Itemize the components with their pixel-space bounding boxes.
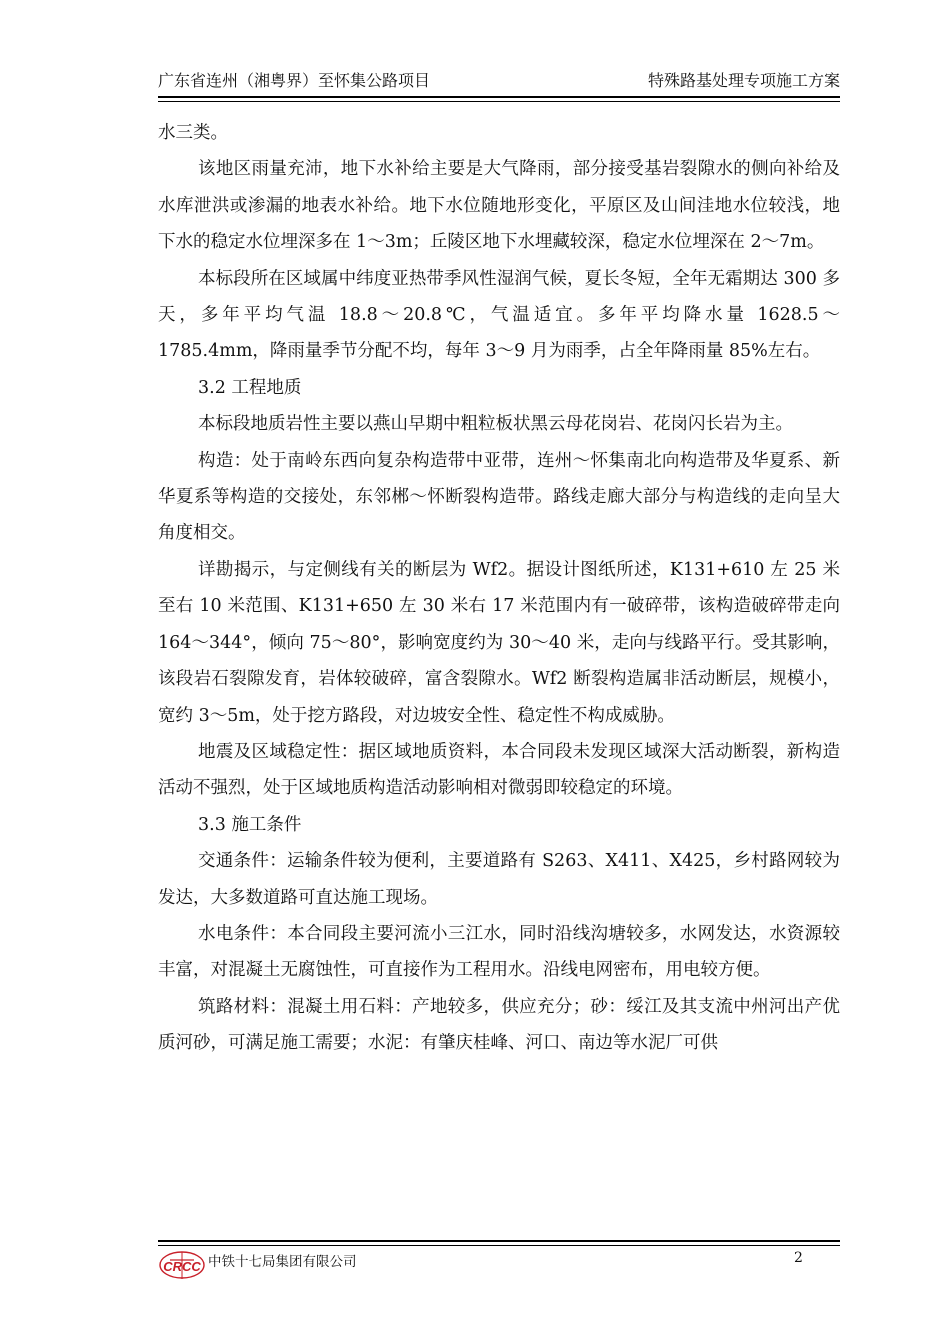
paragraph: 地震及区域稳定性：据区域地质资料，本合同段未发现区域深大活动断裂，新构造活动不强烈，处于区域地质构造活动影响相对微弱即较稳定的环境。: [158, 741, 840, 799]
logo-lettering: CRCC: [163, 1259, 201, 1274]
paragraph: 详勘揭示，与定侧线有关的断层为 Wf2。据设计图纸所述，K131+610 左 25 米至右 10 米范围、K131+650 左 30 米右 17 米范围内有一破碎带，该构造破碎带走向 164～344°，倾向 75～80°，影响宽度约为 30～40 米，走向与线路平行。受其影响，该段岩石裂隙发育，岩体较破碎，富含裂隙水。Wf2 断裂构造属非活动断层，规模小，宽约 3～5m，处于挖方路段，对边坡安全性、稳定性不构成威胁。: [158, 559, 840, 726]
paragraph: 水三类。: [158, 123, 228, 143]
paragraph: 构造：处于南岭东西向复杂构造带中亚带，连州～怀集南北向构造带及华夏系、新华夏系等构造的交接处，东邻郴～怀断裂构造带。路线走廊大部分与构造线的走向呈大角度相交。: [158, 450, 840, 544]
header-rule-thick: [158, 96, 840, 98]
paragraph: 3.3 施工条件: [198, 814, 302, 835]
footer-company-name: 中铁十七局集团有限公司: [208, 1254, 357, 1270]
paragraph: 3.2 工程地质: [198, 377, 302, 398]
paragraph: 水电条件：本合同段主要河流小三江水，同时沿线沟塘较多，水网发达，水资源较丰富，对混凝土无腐蚀性，可直接作为工程用水。沿线电网密布，用电较方便。: [158, 923, 840, 981]
page-number: 2: [794, 1250, 803, 1266]
header-rule-thin: [158, 101, 840, 102]
footer-rule-thick: [158, 1240, 840, 1242]
header-project-name: 广东省连州（湘粤界）至怀集公路项目: [158, 71, 431, 90]
footer-rule-thin: [158, 1245, 840, 1246]
document-body: [158, 115, 840, 1062]
page-header: [158, 66, 840, 94]
paragraph: 交通条件：运输条件较为便利，主要道路有 S263、X411、X425，乡村路网较为发达，大多数道路可直达施工现场。: [158, 851, 840, 908]
header-document-title: 特殊路基处理专项施工方案: [647, 71, 840, 90]
crcc-logo-icon: [156, 1248, 208, 1282]
paragraph: 本标段地质岩性主要以燕山早期中粗粒板状黑云母花岗岩、花岗闪长岩为主。: [198, 414, 793, 435]
paragraph: 本标段所在区域属中纬度亚热带季风性湿润气候，夏长冬短，全年无霜期达 300 多天，多年平均气温 18.8～20.8℃，气温适宜。多年平均降水量 1628.5～1785.4mm，降雨量季节分配不均，每年 3～9 月为雨季，占全年降雨量 85%左右。: [158, 268, 840, 362]
paragraph: 该地区雨量充沛，地下水补给主要是大气降雨，部分接受基岩裂隙水的侧向补给及水库泄洪或渗漏的地表水补给。地下水位随地形变化，平原区及山间洼地水位较浅，地下水的稳定水位埋深多在 1～3m；丘陵区地下水埋藏较深，稳定水位埋深在 2～7m。: [158, 159, 840, 253]
paragraph: 筑路材料：混凝土用石料：产地较多，供应充分；砂：绥江及其支流中州河出产优质河砂，可满足施工需要；水泥：有肇庆桂峰、河口、南边等水泥厂可供: [158, 996, 840, 1054]
